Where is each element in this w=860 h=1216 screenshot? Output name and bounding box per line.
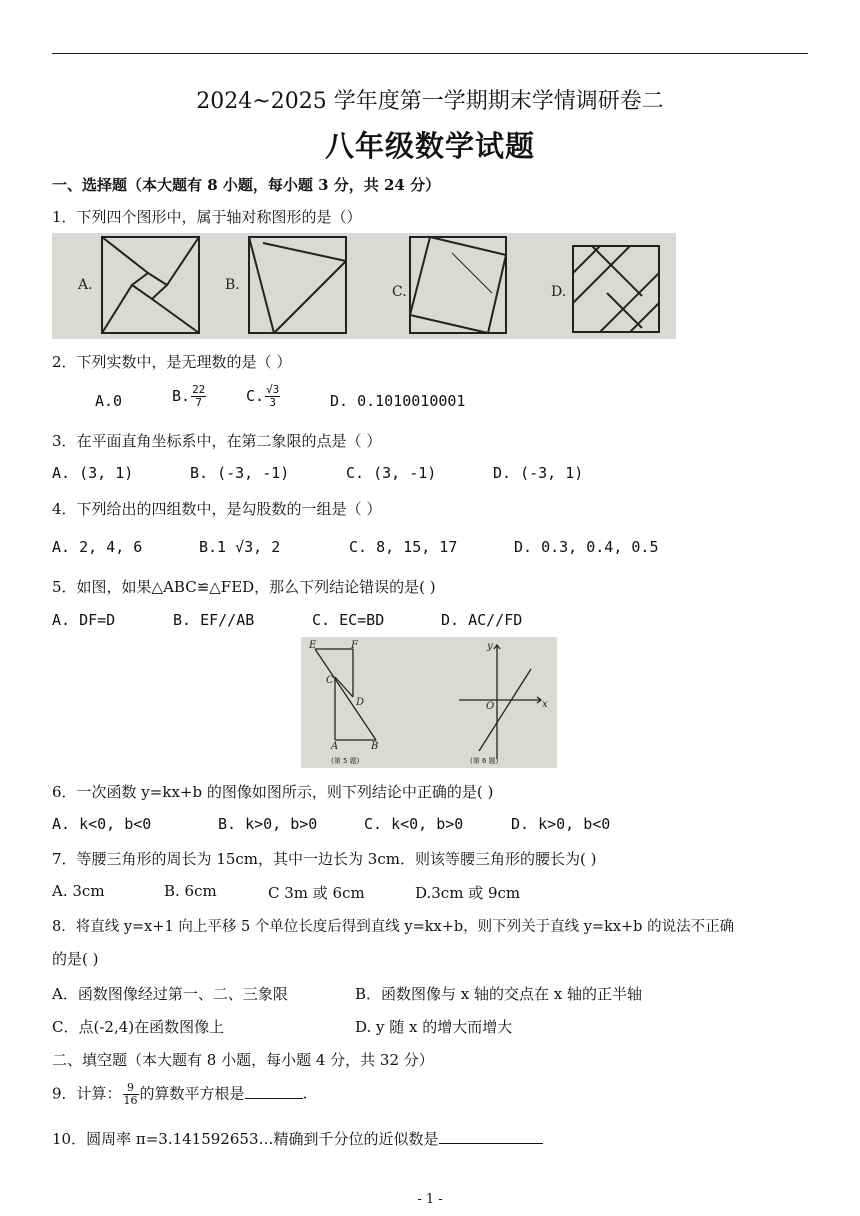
q5-stem: 5．如图，如果△ABC≌△FED，那么下列结论错误的是( )	[52, 578, 436, 596]
q1-stem: 1．下列四个图形中，属于轴对称图形的是（）	[52, 208, 362, 226]
fig5-point-a: A	[331, 741, 339, 752]
page-number: - 1 -	[417, 1192, 443, 1207]
q9-suffix: 的算数平方根是	[139, 1084, 245, 1103]
q5-q6-figure-panel	[301, 637, 557, 768]
q3-option-c: C. (3, -1)	[346, 464, 437, 482]
q7-option-c: C 3m 或 6cm	[268, 884, 365, 902]
q2-option-b-fraction	[191, 384, 206, 409]
fig6-origin-label: O	[486, 701, 495, 712]
exam-title: 八年级数学试题	[324, 129, 535, 163]
exam-subtitle: 2024~2025 学年度第一学期期末学情调研卷二	[196, 89, 664, 114]
q5-option-a: A. DF=D	[52, 611, 116, 629]
q3-option-d: D. (-3, 1)	[493, 464, 584, 482]
fig5-caption: (第 5 题)	[331, 757, 360, 765]
fig5-point-b: B	[371, 741, 379, 752]
q4-option-c: C. 8, 15, 17	[349, 538, 458, 556]
q3-option-a: A. (3, 1)	[52, 464, 134, 482]
q2-option-c-fraction	[265, 384, 280, 409]
q9-prefix: 9．计算：	[52, 1084, 122, 1103]
q10-line	[52, 1128, 543, 1149]
q3-stem: 3．在平面直角坐标系中，在第二象限的点是（ ）	[52, 432, 382, 450]
q4-stem: 4．下列给出的四组数中，是勾股数的一组是（ ）	[52, 500, 382, 518]
q4-option-b: B.1 √3, 2	[199, 538, 281, 556]
header-rule	[52, 53, 808, 54]
q6-option-b: B. k>0, b>0	[218, 815, 318, 833]
q9-answer-blank[interactable]	[245, 1084, 303, 1099]
q3-option-b: B. (-3, -1)	[190, 464, 290, 482]
q8-stem-line2: 的是( )	[52, 950, 99, 968]
q7-option-a: A. 3cm	[52, 882, 105, 900]
q2-option-c	[246, 384, 281, 409]
q2-option-b	[172, 384, 207, 409]
q1-figure-panel	[52, 233, 676, 339]
q5-q6-figures	[301, 637, 557, 768]
fig5-point-d: D	[356, 697, 365, 708]
q8-option-d: D. y 随 x 的增大而增大	[355, 1018, 513, 1036]
fig-label-d: D.	[551, 284, 567, 300]
q2-option-a: A.0	[95, 392, 123, 410]
q8-option-b: B．函数图像与 x 轴的交点在 x 轴的正半轴	[355, 985, 643, 1003]
fig-label-a: A.	[78, 277, 93, 293]
q4-option-d: D. 0.3, 0.4, 0.5	[514, 538, 659, 556]
q2-stem: 2．下列实数中，是无理数的是（ ）	[52, 353, 292, 371]
q2-option-d: D. 0.1010010001	[330, 392, 466, 410]
q2-option-b-num: 22	[192, 383, 206, 396]
fig5-point-f: F	[351, 640, 358, 651]
fig-a-square	[102, 237, 199, 333]
section2-heading: 二、填空题（本大题有 8 小题，每小题 4 分，共 32 分）	[52, 1051, 434, 1069]
q4-option-a: A. 2, 4, 6	[52, 538, 143, 556]
q5-option-c: C. EC=BD	[312, 611, 385, 629]
q2-option-b-den: 7	[195, 396, 202, 409]
fig6-x-label: x	[542, 699, 548, 710]
q9-frac-num: 9	[123, 1082, 139, 1095]
fig6-caption: (第 6 题)	[470, 757, 499, 765]
q5-option-b: B. EF//AB	[173, 611, 255, 629]
q2-option-c-num: √3	[266, 383, 280, 396]
q8-option-a: A．函数图像经过第一、二、三象限	[52, 985, 288, 1003]
q6-option-a: A. k<0, b<0	[52, 815, 152, 833]
q8-stem-line1: 8．将直线 y=x+1 向上平移 5 个单位长度后得到直线 y=kx+b，则下列关于直线 y=kx+b 的说法不正确	[52, 919, 735, 935]
fig-label-c: C.	[392, 284, 407, 300]
q2-option-c-prefix: C.	[246, 387, 265, 405]
q7-stem: 7．等腰三角形的周长为 15cm，其中一边长为 3cm．则该等腰三角形的腰长为( )	[52, 850, 597, 868]
q10-answer-blank[interactable]	[439, 1129, 543, 1144]
q7-option-b: B. 6cm	[164, 882, 217, 900]
q9-line	[52, 1082, 307, 1107]
q9-frac-den: 16	[123, 1094, 138, 1107]
q8-option-c: C．点(-2,4)在函数图像上	[52, 1018, 225, 1036]
q6-option-c: C. k<0, b>0	[364, 815, 464, 833]
q10-stem: 10．圆周率 π=3.141592653…精确到千分位的近似数是	[52, 1130, 439, 1148]
q5-option-d: D. AC//FD	[441, 611, 523, 629]
fig6-y-label: y	[487, 641, 493, 652]
q9-fraction	[123, 1082, 139, 1107]
q1-figures	[52, 233, 676, 339]
fig-label-b: B.	[225, 277, 240, 293]
q9-end: .	[302, 1084, 308, 1103]
fig5-point-c: C	[326, 675, 334, 686]
q2-option-c-den: 3	[269, 396, 276, 409]
q6-option-d: D. k>0, b<0	[511, 815, 611, 833]
section1-heading: 一、选择题（本大题有 8 小题，每小题 3 分，共 24 分）	[52, 176, 441, 194]
q7-option-d: D.3cm 或 9cm	[415, 884, 521, 902]
q2-option-b-prefix: B.	[172, 387, 191, 405]
fig5-point-e: E	[309, 640, 317, 651]
q6-stem: 6．一次函数 y=kx+b 的图像如图所示，则下列结论中正确的是( )	[52, 783, 494, 801]
